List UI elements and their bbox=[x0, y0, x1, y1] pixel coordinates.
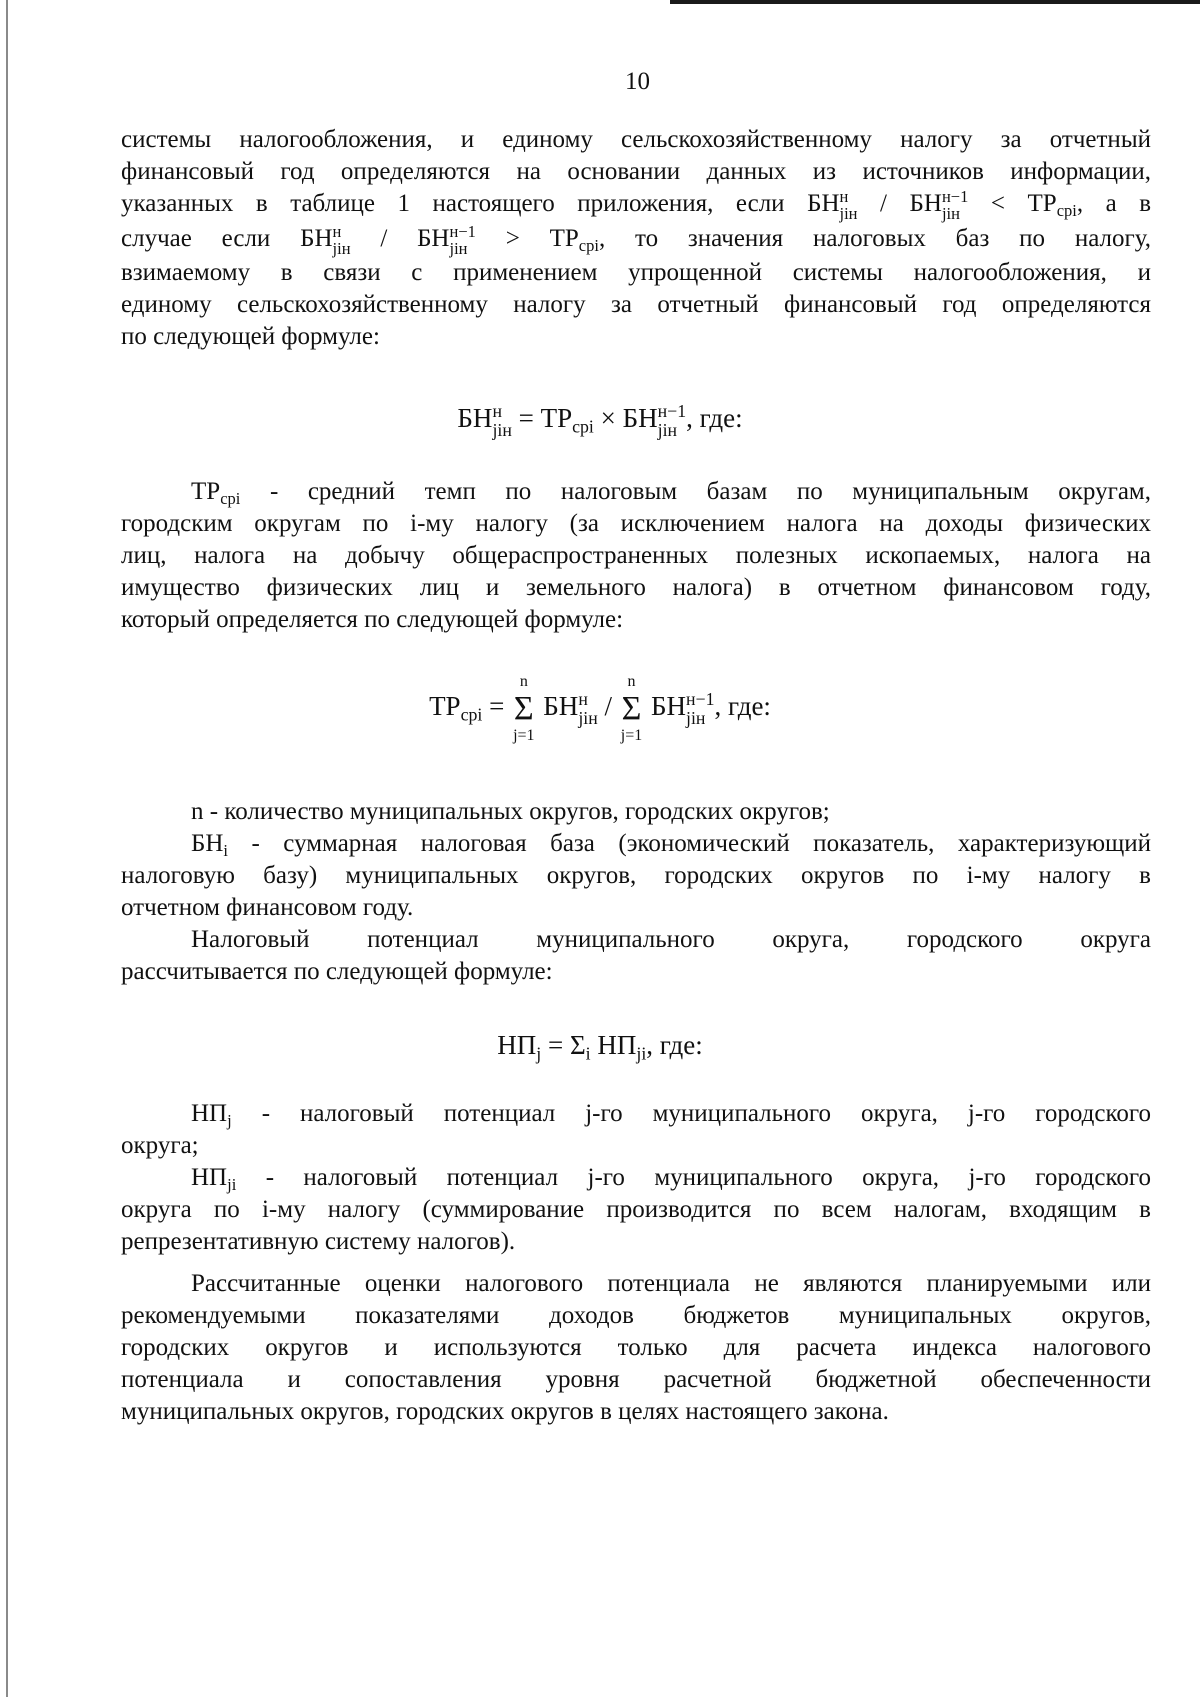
definition-npj-line: округа; bbox=[121, 1132, 199, 1159]
potential-intro-line: Налоговый потенциал муниципального округа, городского округа bbox=[191, 926, 1151, 953]
intro-line-with-condition bbox=[121, 188, 1151, 223]
page-number: 10 bbox=[625, 68, 650, 95]
scan-top-edge bbox=[670, 0, 1200, 4]
definition-n: n - количество муниципальных округов, городских округов; bbox=[191, 798, 830, 825]
intro-text: то значения налоговых баз по налогу, bbox=[635, 224, 1151, 252]
sum-operator: n Σ j=1 bbox=[513, 673, 535, 744]
formula-average-rate: $ТР_{срi}$ = n Σ j=1 БН н jiн / n Σ j=1 БН н−1 jiн , где: bbox=[429, 673, 771, 744]
intro-line: взимаемому в связи с применением упрощенной системы налогообложения, и bbox=[121, 259, 1151, 287]
condition-formula-greater: БН н jiн / БН н−1 jiн > $ТР_{срi}$, bbox=[300, 221, 606, 258]
scan-left-edge bbox=[6, 0, 8, 1697]
final-line: рекомендуемыми показателями доходов бюджетов муниципальных округов, bbox=[121, 1302, 1151, 1329]
tr-definition-line: лиц, налога на добычу общераспространенных полезных ископаемых, налога на bbox=[121, 542, 1151, 569]
final-line: городских округов и используются только для расчета индекса налогового bbox=[121, 1334, 1151, 1361]
definition-npj: $НП_j$ - налоговый потенциал j-го муниципального округа, j-го городского bbox=[191, 1100, 1152, 1130]
intro-text: случае если bbox=[121, 224, 271, 252]
definition-npji-line: репрезентативную систему налогов). bbox=[121, 1228, 516, 1255]
definition-bn-line: налоговую базу) муниципальных округов, городских округов по i-му налогу в bbox=[121, 862, 1151, 889]
intro-text: указанных в таблице 1 настоящего приложения, если bbox=[121, 190, 785, 218]
intro-line: финансовый год определяются на основании данных из источников информации, bbox=[121, 158, 1151, 185]
final-paragraph bbox=[121, 1268, 1151, 1428]
final-line: Рассчитанные оценки налогового потенциала не являются планируемыми или bbox=[191, 1270, 1151, 1297]
tr-definition bbox=[121, 476, 1151, 636]
potential-intro-line: рассчитывается по следующей формуле: bbox=[121, 958, 553, 985]
definition-bn: $БН_i$ - суммарная налоговая база (экономический показатель, характеризующий bbox=[191, 830, 1151, 860]
condition-formula-less: БН н jiн / БН н−1 jiн < $ТР_{срi}$, а в bbox=[807, 187, 1152, 224]
definition-npji: $НП_{ji}$ - налоговый потенциал j-го муниципального округа, j-го городского bbox=[191, 1164, 1151, 1194]
final-line: потенциала и сопоставления уровня расчетной бюджетной обеспеченности bbox=[121, 1366, 1151, 1393]
definitions bbox=[121, 796, 1151, 988]
intro-line: системы налогообложения, и единому сельскохозяйственному налогу за отчетный bbox=[121, 126, 1151, 153]
intro-line-with-condition bbox=[121, 223, 1151, 258]
sum-operator: n Σ j=1 bbox=[620, 673, 643, 744]
intro-line: единому сельскохозяйственному налогу за отчетный финансовый год определяются bbox=[121, 291, 1151, 319]
np-definitions bbox=[121, 1098, 1151, 1258]
formula-tax-base: БН н jiн = $ТР_{срi}$ × БН н−1 jiн , где: bbox=[457, 401, 743, 440]
tr-definition-line: который определяется по следующей формуле: bbox=[121, 606, 624, 633]
tr-symbol: $ТР_{срi}$ bbox=[191, 478, 241, 508]
tr-definition-line: городским округам по i-му налогу (за исключением налога на доходы физических bbox=[121, 510, 1151, 537]
tr-definition-line: имущество физических лиц и земельного налога) в отчетном финансовом году, bbox=[121, 574, 1151, 601]
definition-npji-line: округа по i-му налогу (суммирование производится по всем налогам, входящим в bbox=[121, 1196, 1151, 1223]
intro-paragraph bbox=[121, 124, 1151, 353]
final-line: муниципальных округов, городских округов в целях настоящего закона. bbox=[121, 1398, 889, 1425]
intro-line: по следующей формуле: bbox=[121, 323, 380, 351]
tr-definition-line: $ТР_{срi}$ - средний темп по налоговым базам по муниципальным округам, bbox=[191, 478, 1152, 508]
definition-bn-line: отчетном финансовом году. bbox=[121, 894, 414, 921]
formula-tax-potential: $НП_j = \Sigma_i$ $НП_{ji}$, где: bbox=[497, 1030, 703, 1064]
